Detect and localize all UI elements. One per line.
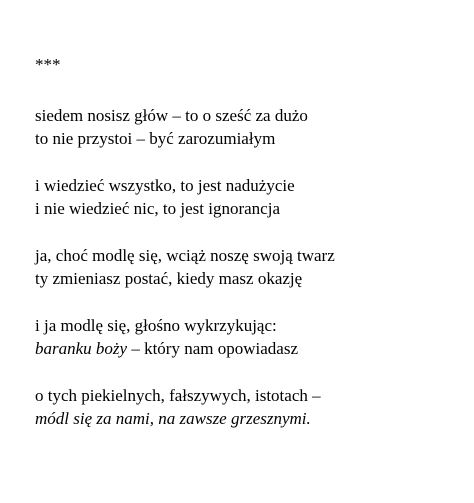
stanza-3 [35,244,335,290]
stanza-4 [35,314,335,360]
poem-line-mixed [35,337,335,360]
stanza-5 [35,384,335,430]
poem-line: ty zmieniasz postać, kiedy masz okazję [35,269,303,288]
poem-line-italic: módl się za nami, na zawsze grzesznymi. [35,409,311,428]
poem [35,53,335,430]
poem-line: siedem nosisz głów – to o sześć za dużo [35,106,308,125]
stanza-1 [35,104,335,150]
poem-line: to nie przystoi – być zarozumiałym [35,129,276,148]
poem-line: i nie wiedzieć nic, to jest ignorancja [35,199,280,218]
poem-line-italic-part: baranku boży [35,339,128,358]
poem-title: *** [35,55,61,74]
poem-line: i wiedzieć wszystko, to jest nadużycie [35,176,295,195]
stanza-2 [35,174,335,220]
poem-line-regular-part: – który nam opowiadasz [127,339,298,358]
poem-line: ja, choć modlę się, wciąż noszę swoją twarz [35,246,335,265]
poem-line: o tych piekielnych, fałszywych, istotach – [35,386,321,405]
poem-line: i ja modlę się, głośno wykrzykując: [35,316,277,335]
